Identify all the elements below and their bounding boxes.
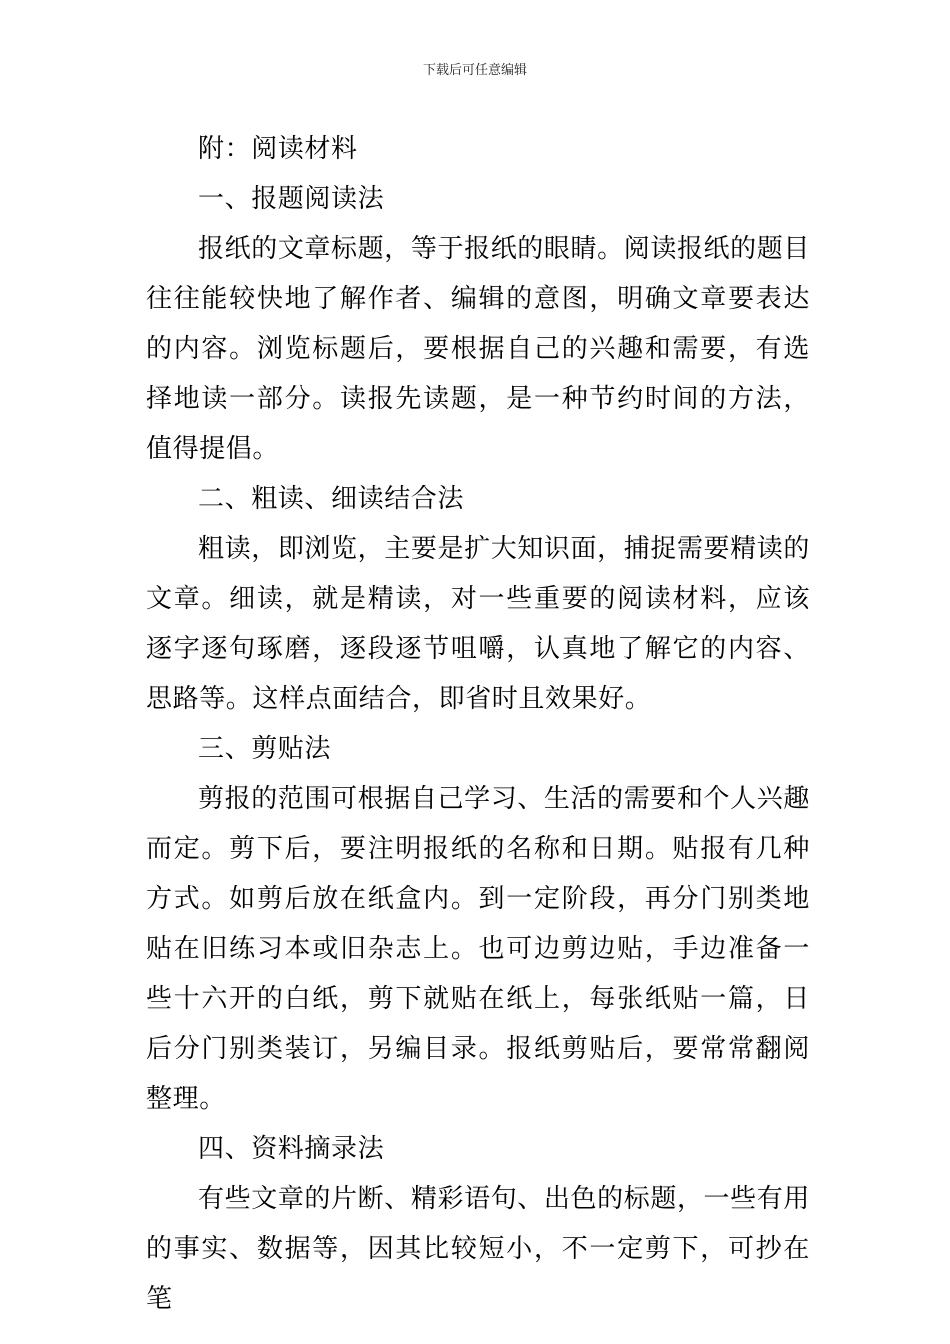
page-header: 下载后可任意编辑	[422, 63, 527, 78]
body-paragraph-2: 粗读，即浏览，主要是扩大知识面，捕捉需要精读的文章。细读，就是精读，对一些重要的阅读材料，应该逐字逐句琢磨，逐段逐节咀嚼，认真地了解它的内容、思路等。这样点面结合，即省时且效果好。	[146, 534, 810, 714]
body-paragraph-1: 报纸的文章标题，等于报纸的眼睛。阅读报纸的题目往往能较快地了解作者、编辑的意图，明确文章要表达的内容。浏览标题后，要根据自己的兴趣和需要，有选择地读一部分。读报先读题，是一种节约时间的方法，值得提倡。	[146, 234, 810, 464]
body-paragraph-3: 剪报的范围可根据自己学习、生活的需要和个人兴趣而定。剪下后，要注明报纸的名称和日期。贴报有几种方式。如剪后放在纸盒内。到一定阶段，再分门别类地贴在旧练习本或旧杂志上。也可边剪边贴，手边准备一些十六开的白纸，剪下就贴在纸上，每张纸贴一篇，日后分门别类装订，另编目录。报纸剪贴后，要常常翻阅整理。	[146, 784, 810, 1114]
section-heading-1: 一、报题阅读法	[198, 184, 385, 214]
body-paragraph-4: 有些文章的片断、精彩语句、出色的标题，一些有用的事实、数据等，因其比较短小，不一定剪下，可抄在笔	[146, 1184, 810, 1314]
section-heading-3: 三、剪贴法	[198, 734, 332, 764]
section-title-appendix: 附：阅读材料	[198, 134, 358, 164]
section-heading-2: 二、粗读、细读结合法	[198, 484, 465, 514]
section-heading-4: 四、资料摘录法	[198, 1134, 385, 1164]
document-body	[146, 124, 810, 1324]
